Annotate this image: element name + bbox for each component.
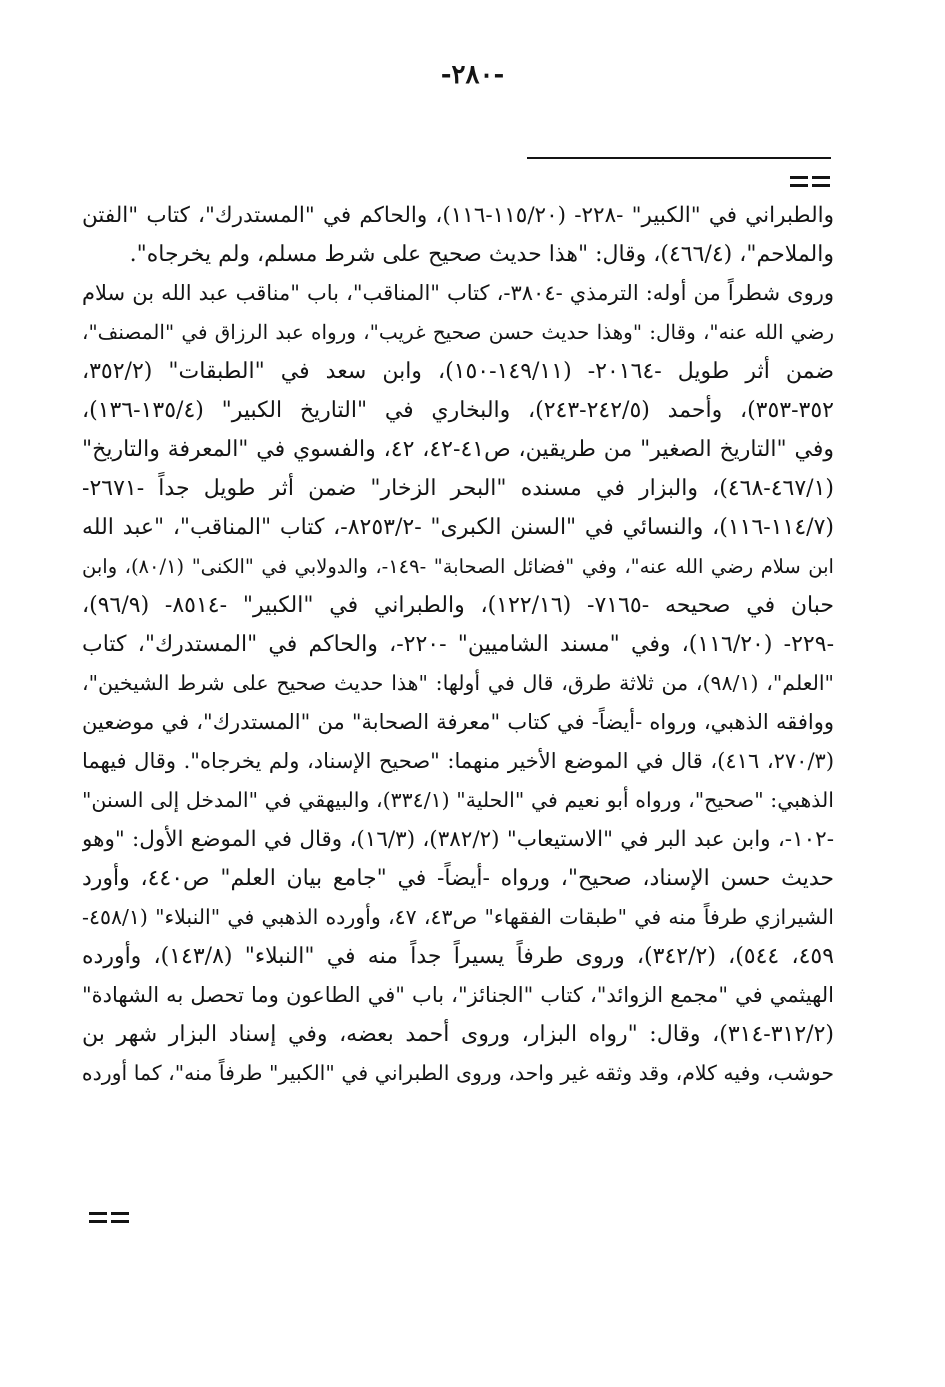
text-line: رضي الله عنه"، وقال: "وهذا حديث حسن صحيح غريب"، ورواه عبد الرزاق في "المصنف"، — [82, 320, 834, 344]
text-line: (٢٧٠/٣، ٤١٦)، قال في الموضع الأخير منهما: "صحيح الإسناد، ولم يخرجاه". وقال فيهما — [82, 749, 834, 773]
text-line: (٤٦٧/١-٤٦٨)، والبزار في مسنده "البحر الزخار" ضمن أثر طويل جداً -٢٦٧١- — [82, 476, 834, 501]
text-line: الهيثمي في "مجمع الزوائد"، كتاب "الجنائز"، باب "في الطاعون وما تحصل به الشهادة" — [82, 983, 834, 1007]
text-line: ٤٥٩، ٥٤٤)، (٣٤٢/٢)، وروى طرفاً يسيراً جداً منه في "النبلاء" (١٤٣/٨)، وأورده — [82, 944, 834, 969]
continuation-mark-bottom — [89, 1212, 129, 1224]
text-line: ابن سلام رضي الله عنه"، وفي "فضائل الصحابة" -١٤٩-، والدولابي في "الكنى" (٨٠/١)، وابن — [82, 555, 834, 578]
text-line: -٢٢٩- (١١٦/٢٠)، وفي "مسند الشاميين" -٢٢٠-، والحاكم في "المستدرك"، كتاب — [82, 632, 834, 657]
text-line: ضمن أثر طويل -٢٠١٦٤- (١٤٩/١١-١٥٠)، وابن سعد في "الطبقات" (٣٥٢/٢، — [82, 359, 834, 384]
text-line: والملاحم"، (٤٦٦/٤)، وقال: "هذا حديث صحيح على شرط مسلم، ولم يخرجاه". — [129, 242, 834, 267]
text-line: "العلم"، (٩٨/١)، من ثلاثة طرق، قال في أولها: "هذا حديث صحيح على شرط الشيخين"، — [82, 671, 834, 695]
text-line: (١١٤/٧-١١٦)، والنسائي في "السنن الكبرى" -٨٢٥٣/٢-، كتاب "المناقب"، "عبد الله — [82, 515, 834, 540]
footnote-text-block — [82, 196, 834, 1093]
text-line: حديث حسن الإسناد، صحيح"، ورواه -أيضاً- في "جامع بيان العلم" ص٤٤٠، وأورد — [82, 866, 834, 891]
footnote-separator-rule — [527, 157, 831, 159]
text-line: ووافقه الذهبي، ورواه -أيضاً- في كتاب "معرفة الصحابة" من "المستدرك"، في موضعين — [82, 710, 834, 734]
text-line: حبان في صحيحه -٧١٦٥- (١٢٢/١٦)، والطبراني في "الكبير" -٨٥١٤- (٩٦/٩)، — [82, 593, 834, 618]
text-line: -١٠٢-، وابن عبد البر في "الاستيعاب" (٣٨٢/٢)، (١٦/٣)، وقال في الموضع الأول: "وهو — [82, 827, 834, 852]
text-line: والطبراني في "الكبير" -٢٢٨- (١١٥/٢٠-١١٦)، والحاكم في "المستدرك"، كتاب "الفتن — [82, 203, 834, 228]
text-line: وفي "التاريخ الصغير" من طريقين، ص٤١-٤٢، ٤٢، والفسوي في "المعرفة والتاريخ" — [82, 437, 834, 462]
text-line: ٣٥٢-٣٥٣)، وأحمد (٢٤٢/٥-٢٤٣)، والبخاري في "التاريخ الكبير" (١٣٥/٤-١٣٦)، — [82, 398, 834, 423]
page-number: -٢٨٠- — [440, 60, 505, 90]
text-line: وروى شطراً من أوله: الترمذي -٣٨٠٤-، كتاب "المناقب"، باب "مناقب عبد الله بن سلام — [82, 281, 834, 305]
text-line: الذهبي: "صحيح"، ورواه أبو نعيم في "الحلية" (٣٣٤/١)، والبيهقي في "المدخل إلى السنن" — [82, 788, 834, 812]
text-line: الشيرازي طرفاً منه في "طبقات الفقهاء" ص٤٣، ٤٧، وأورده الذهبي في "النبلاء" (٤٥٨/١- — [82, 905, 834, 929]
continuation-mark-top — [790, 176, 830, 188]
text-line: (٣١٢/٢-٣١٤)، وقال: "رواه البزار، وروى أحمد بعضه، وفي إسناد البزار شهر بن — [82, 1022, 834, 1047]
text-line: حوشب، وفيه كلام، وقد وثقه غير واحد، وروى الطبراني في "الكبير" طرفاً منه"، كما أورده — [82, 1061, 834, 1085]
